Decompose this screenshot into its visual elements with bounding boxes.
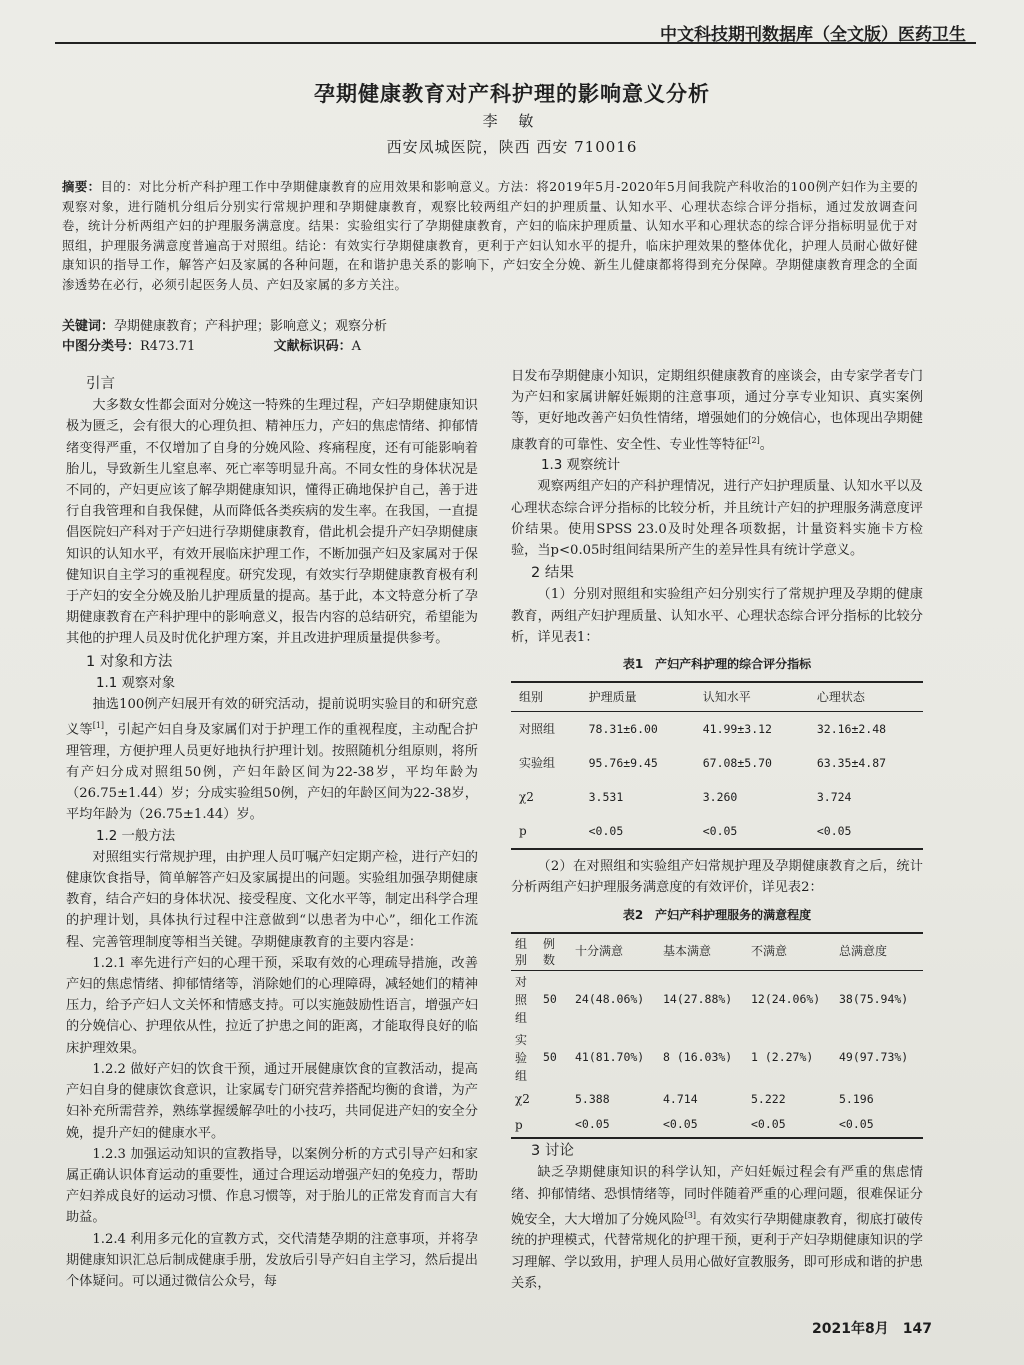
results-paragraph-2: （2）在对照组和实验组产妇常规护理及孕期健康教育之后，统计分析两组产妇护理服务满意度的有效评价，详见表2： [511, 859, 923, 896]
table-cell: 38(75.94%) [839, 992, 909, 1007]
left-column [66, 372, 478, 1292]
table-row [511, 814, 923, 849]
continued-paragraph [511, 366, 923, 455]
journal-name: 中文科技期刊数据库（全文版）医药卫生 [660, 25, 966, 45]
table-2-header-cell: 十分满意 [571, 933, 659, 971]
table-row [511, 746, 923, 780]
table-row [511, 1087, 923, 1112]
table-row [511, 1029, 923, 1087]
table-cell: 实验组 [515, 1032, 528, 1083]
page-footer [798, 1318, 932, 1338]
keywords-line [62, 315, 387, 334]
table-2-header-cell: 基本满意 [659, 933, 747, 971]
table-cell: 4.714 [663, 1091, 698, 1106]
table-cell: 41.99±3.12 [702, 721, 772, 736]
section-1-1-text-a: 抽选100例产妇展开有效的研究活动，提前说明实验目的和研究意义等 [66, 697, 478, 738]
table-cell: <0.05 [751, 1117, 786, 1132]
right-column [511, 366, 923, 1294]
table-cell: 78.31±6.00 [588, 721, 658, 736]
table-2-header-cell: 不满意 [747, 933, 835, 971]
section-1-2-heading: 1.2 一般方法 [96, 828, 176, 844]
keywords-label: 关键词： [62, 319, 115, 334]
journal-header [55, 18, 976, 44]
table-cell: p [519, 823, 527, 838]
table-row [511, 712, 923, 747]
table-cell: 5.196 [839, 1091, 874, 1106]
clc-label: 中图分类号： [62, 339, 141, 354]
clc-number: R473.71 [140, 339, 196, 354]
table-cell: χ2 [515, 1092, 530, 1107]
section-1-2-3-paragraph: 1.2.3 加强运动知识的宣教指导，以案例分析的方式引导产妇和家属正确认识体育运动的重要性，通过合理运动增强产妇的免疫力，帮助产妇养成良好的运动习惯、作息习惯等，对于胎儿的正常发育而言大有助益。 [66, 1146, 478, 1226]
table-2-header-text: 组别 [515, 936, 528, 967]
table-cell: 3.531 [588, 789, 624, 804]
section-1-2-2-paragraph: 1.2.2 做好产妇的饮食干预，通过开展健康饮食的宣教活动，提高产妇自身的健康饮食意识，让家属专门研究营养搭配均衡的食谱，为产妇补充所需营养，熟练掌握缓解孕吐的小技巧，共同促进产妇的安全分娩，提升产妇的健康水平。 [66, 1061, 478, 1141]
keywords: 孕期健康教育；产科护理；影响意义；观察分析 [114, 319, 388, 334]
table-2-header-cell [539, 933, 571, 971]
table-cell: <0.05 [816, 823, 852, 838]
table-cell: 对照组 [519, 721, 556, 736]
discussion-paragraph [511, 1162, 923, 1294]
table-cell: 实验组 [519, 755, 556, 770]
table-cell: <0.05 [839, 1117, 874, 1132]
table-2 [511, 932, 923, 1139]
table-cell: 3.724 [816, 789, 852, 804]
table-2-header-cell: 总满意度 [835, 933, 923, 971]
table-2-caption: 表2 产妇产科护理服务的满意程度 [622, 907, 812, 922]
table-cell: 5.222 [751, 1091, 786, 1106]
table-1-header-row [511, 682, 923, 712]
table-cell: 5.388 [575, 1091, 610, 1106]
table-1-header-cell: 组别 [511, 682, 581, 712]
table-row [511, 970, 923, 1029]
table-1 [511, 681, 923, 850]
doc-code: A [351, 339, 361, 354]
intro-heading: 引言 [86, 376, 115, 392]
table-1-header-cell: 认知水平 [695, 682, 809, 712]
table-cell: <0.05 [663, 1117, 698, 1132]
section-1-1-text-b: ，引起产妇自身及家属们对于护理工作的重视程度，主动配合护理管理，方便护理人员更好地执行护理计划。按照随机分组原则，将所有产妇分成对照组50例，产妇年龄区间为22-38岁，平均年龄为（26.75±1.44）岁；分成实验组50例，产妇的年龄区间为22-38岁，平均年龄为（26.75±1.44）岁。 [66, 722, 479, 823]
continued-text-a: 日发布孕期健康小知识，定期组织健康教育的座谈会，由专家学者专门为产妇和家属讲解妊娠期的注意事项，通过分享专业知识、真实案例等，更好地改善产妇负性情绪，增强她们的分娩信心，也体现出孕期健康教育的可靠性、安全性、专业性等特征 [511, 369, 923, 452]
table-row [511, 1112, 923, 1138]
citation-1: [1] [92, 721, 105, 731]
author-affiliation: 西安凤城医院，陕西 西安 710016 [386, 138, 638, 156]
table-cell: <0.05 [575, 1117, 610, 1132]
page-number: 147 [902, 1321, 932, 1337]
table-cell: 50 [543, 1050, 557, 1065]
table-2-header-text: 例数 [543, 936, 556, 967]
table-cell: 12(24.06%) [751, 992, 821, 1007]
table-cell [539, 1112, 571, 1138]
table-cell: 14(27.88%) [663, 992, 733, 1007]
results-paragraph-1: （1）分别对照组和实验组产妇分别实行了常规护理及孕期的健康教育，两组产妇护理质量、认知水平、心理状态综合评分指标的比较分析，详见表1： [511, 587, 923, 645]
section-3-heading: 3 讨论 [531, 1143, 574, 1160]
section-1-2-paragraph: 对照组实行常规护理，由护理人员叮嘱产妇定期产检，进行产妇的健康饮食指导，简单解答产妇及家属提出的问题。实验组加强孕期健康教育，结合产妇的身体状况、接受程度、文化水平等，制定出科学合理的护理计划，具体执行过程中注意做到“以患者为中心”，细化工作流程、完善管理制度等相当关键。孕期健康教育的主要内容是： [66, 849, 478, 950]
table-cell: <0.05 [588, 823, 624, 838]
section-1-2-4-paragraph: 1.2.4 利用多元化的宣教方式，交代清楚孕期的注意事项，并将孕期健康知识汇总后制成健康手册，发放后引导产妇自主学习，然后提出个体疑问。可以通过微信公众号，每 [66, 1231, 478, 1289]
discussion-text-a: 缺乏孕期健康知识的科学认知，产妇妊娠过程会有严重的焦虑情绪、抑郁情绪、恐惧情绪等，同时伴随着严重的心理问题，很难保证分娩安全，大大增加了分娩风险 [511, 1165, 923, 1228]
section-1-3-paragraph: 观察两组产妇的产科护理情况，进行产妇护理质量、认知水平以及心理状态综合评分指标的比较分析，并且统计产妇的护理服务满意度评价结果。使用SPSS 23.0及时处理各项数据，计量资料实施卡方检验，当p<0.05时组间结果所产生的差异性具有统计学意义。 [511, 479, 923, 559]
table-1-caption: 表1 产妇产科护理的综合评分指标 [622, 657, 812, 672]
table-cell: 3.260 [702, 789, 738, 804]
table-cell: 32.16±2.48 [816, 721, 887, 736]
table-cell: 63.35±4.87 [816, 755, 887, 770]
section-1-heading: 1 对象和方法 [86, 653, 173, 670]
article-title: 孕期健康教育对产科护理的影响意义分析 [314, 82, 710, 106]
table-1-header-cell: 护理质量 [581, 682, 695, 712]
table-cell: 对照组 [515, 974, 528, 1025]
classification-line [62, 335, 361, 354]
table-cell [539, 1087, 571, 1112]
table-cell: χ2 [519, 789, 534, 804]
doc-code-label: 文献标识码： [273, 339, 352, 354]
citation-3: [3] [684, 1210, 696, 1220]
section-1-3-heading: 1.3 观察统计 [541, 458, 621, 474]
section-1-1-heading: 1.1 观察对象 [96, 675, 176, 691]
table-1-header-cell: 心理状态 [809, 682, 923, 712]
section-1-2-1-paragraph: 1.2.1 率先进行产妇的心理干预，采取有效的心理疏导措施，改善产妇的焦虑情绪、抑郁情绪等，消除她们的心理障碍，减轻她们的精神压力，给予产妇人文关怀和情感支持。可以实施鼓励性语言，增强产妇的分娩信心、护理依从性，拉近了护患之间的距离，才能取得良好的临床护理效果。 [66, 955, 478, 1056]
table-cell: 67.08±5.70 [702, 755, 772, 770]
continued-text-b: 。 [759, 437, 773, 452]
section-2-heading: 2 结果 [531, 565, 574, 582]
table-row [511, 780, 923, 814]
table-cell: 50 [543, 992, 557, 1007]
intro-paragraph: 大多数女性都会面对分娩这一特殊的生理过程，产妇孕期健康知识极为匮乏，会有很大的心理负担、精神压力，产妇的焦虑情绪、抑郁情绪变得严重，不仅增加了自身的分娩风险、疼痛程度，还有可能影响着胎儿，导致新生儿窒息率、死亡率等明显升高。不同女性的身体状况是不同的，产妇更应该了解孕期健康知识，懂得正确地保护自己，善于进行自我管理和自我保健，从而降低各类疾病的发生率。在我国，一直提倡医院妇产科对于产妇进行孕期健康教育，借此机会提升产妇孕期健康知识的认知水平，有效开展临床护理工作，不断加强产妇及家属对于保健知识自主学习的重视程度。研究发现，有效实行孕期健康教育极有利于产妇的安全分娩及胎儿护理质量的提高。基于此，本文特意分析了孕期健康教育在产科护理中的影响意义，报告内容的总结研究，希望能为其他的护理人员及时优化护理方案，并且改进护理质量提供参考。 [66, 398, 478, 647]
table-cell: 8 (16.03%) [663, 1050, 733, 1065]
issue-date: 2021年8月 [812, 1321, 889, 1337]
section-1-1-paragraph [66, 694, 478, 826]
table-cell: 95.76±9.45 [588, 755, 658, 770]
article-author: 李 敏 [482, 112, 542, 130]
table-cell: 41(81.70%) [575, 1050, 645, 1065]
discussion-text-b: 。有效实行孕期健康教育，彻底打破传统的护理模式，代替常规化的护理干预，更利于产妇孕期健康知识的学习理解、学以致用，护理人员用心做好宣教服务，即可形成和谐的护患关系， [511, 1212, 924, 1291]
table-cell: <0.05 [702, 823, 738, 838]
citation-2: [2] [748, 435, 760, 445]
abstract-label: 摘要： [62, 179, 101, 194]
table-cell: 49(97.73%) [839, 1050, 909, 1065]
abstract [62, 177, 918, 295]
table-2-header-cell [511, 933, 539, 971]
table-cell: 24(48.06%) [575, 992, 645, 1007]
table-cell: p [515, 1117, 523, 1132]
table-2-header-row [511, 933, 923, 971]
table-cell: 1 (2.27%) [751, 1050, 814, 1065]
abstract-text: 目的：对比分析产科护理工作中孕期健康教育的应用效果和影响意义。方法：将2019年5月-2020年5月间我院产科收治的100例产妇作为主要的观察对象，进行随机分组后分别实行常规护理和孕期健康教育，观察比较两组产妇的护理质量、认知水平、心理状态综合评分指标，通过发放调查问卷，统计分析两组产妇的护理服务满意度。结果：实验组实行了孕期健康教育，产妇的临床护理质量、认知水平和心理状态的综合评分指标明显优于对照组，护理服务满意度普遍高于对照组。结论：有效实行孕期健康教育，更利于产妇认知水平的提升，临床护理效果的整体优化，护理人员耐心做好健康知识的指导工作，解答产妇及家属的各种问题，在和谐护患关系的影响下，产妇安全分娩、新生儿健康都将得到充分保障。孕期健康教育理念的全面渗透势在必行，必须引起医务人员、产妇及家属的多方关注。 [62, 179, 918, 292]
